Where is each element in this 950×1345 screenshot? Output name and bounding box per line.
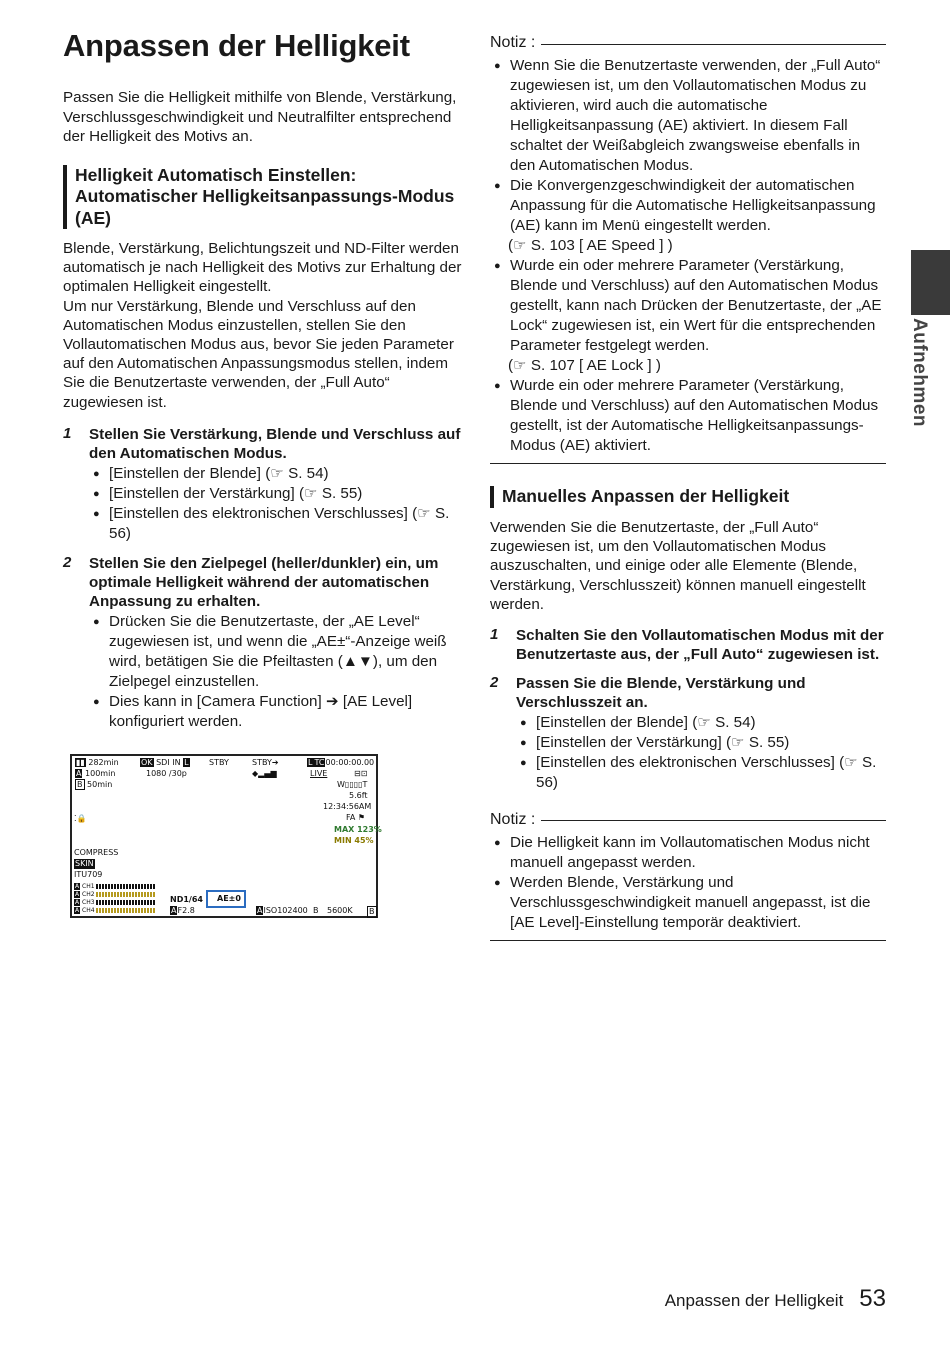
section-heading-manual [490,486,886,508]
step-bullets [89,464,463,544]
step-bullets [89,612,463,732]
audio-channel-1: A CH1 [75,882,95,890]
audio-meter-2 [96,892,156,897]
wb-icon: B [369,906,375,916]
step-number: 2 [63,553,72,571]
ae-level-box: AE±0 [206,890,246,908]
audio-meter-3 [96,900,156,905]
left-column [63,28,463,918]
page-footer [665,1285,886,1313]
slot-a-remaining: A 100min [76,768,116,778]
chapter-tab-label: Aufnehmen [909,318,930,427]
lock-icon: ⁚🔒 [74,813,87,823]
standby-status-2: STBY➔ [252,757,279,767]
focus-bar-icon: W▯▯▯▯T [337,779,368,789]
notiz-list-1 [490,56,886,236]
step-title: Stellen Sie Verstärkung, Blende und Verschluss auf den Automatischen Modus. [89,425,461,462]
step-number: 2 [490,673,499,691]
audio-meter-1 [96,884,156,889]
step-bullets [516,713,886,793]
list-item: ● Wurde ein oder mehrere Parameter (Verstärkung, Blende und Verschluss) auf den Automatischen Modus gestellt, kann nach Drücken der Benutzertaste, der „AE Lock“ zugewiesen ist, ein Wert für die entsprechenden Parameter festgelegt werden. [490,256,886,356]
iso-value: AISO102400 [257,905,308,915]
list-item: ● Wenn Sie die Benutzertaste verwenden, der „Full Auto“ zugewiesen ist, um den Vollautomatischen Modus zu aktivieren, wird auch die automatische Helligkeitsanpassung (AE) aktiviert. In diesem Fall schaltet der Weißabgleich zwangsweise ebenfalls in den Automatischen Modus. [490,56,886,176]
list-item: ● [Einstellen des elektronischen Verschlusses] (☞ S. 56) [89,504,463,544]
page-title: Anpassen der Helligkeit [63,28,410,63]
notiz-list-1b [490,256,886,356]
auto-step-1 [63,425,463,544]
list-item: ● [Einstellen des elektronischen Verschlusses] (☞ S. 56) [516,753,886,793]
list-item: ● Werden Blende, Verstärkung und Verschlussgeschwindigkeit manuell angepasst, ist die [AE Level]-Einstellung temporär deaktiviert. [490,873,886,933]
chapter-tab-marker [911,250,950,315]
clock: 12:34:56AM [323,801,372,811]
list-item: ● [Einstellen der Verstärkung] (☞ S. 55) [516,733,886,753]
manual-paragraph: Verwenden Sie die Benutzertaste, der „Full Auto“ zugewiesen ist, um den Vollautomatischen Modus auszuschalten, und einige oder alle Elemente (Blende, Verstärkung, Verschlusszeit) können manuell eingestellt werden. [490,518,866,613]
section-heading-line: Automatischer Helligkeitsanpassungs-Modus [75,186,455,206]
notiz-end-divider [490,940,886,941]
list-item: ● Die Helligkeit kann im Vollautomatischen Modus nicht manuell angepasst werden. [490,833,886,873]
itu-indicator: ITU709 [74,869,103,879]
nd-filter: ND1/64 [170,894,203,904]
notiz-header-1 [490,34,886,52]
min-level: MIN 45% [334,835,374,845]
video-format: 1080 /30p [146,768,187,778]
timecode: L TC00:00:00.00 [308,757,375,767]
intro-paragraph: Passen Sie die Helligkeit mithilfe von Blende, Verstärkung, Verschlussgeschwindigkeit und Neutralfilter entsprechend der Helligkeit des Motivs an. [63,89,457,145]
step-title: Schalten Sie den Vollautomatischen Modus mit der Benutzertaste aus, der „Full Auto“ zugewiesen ist. [516,626,884,663]
list-item: ● Dies kann in [Camera Function] ➔ [AE Level] konfiguriert werden. [89,692,463,732]
manual-step-1 [490,626,886,664]
reference-ae-lock: (☞ S. 107 [ AE Lock ] ) [508,357,661,375]
list-item: ● Drücken Sie die Benutzertaste, der „AE Level“ zugewiesen ist, und wenn die „AE±“-Anzeige weiß wird, betätigen Sie die Pfeiltasten (▲▼), um den Zielpegel einzustellen. [89,612,463,692]
notiz-label: Notiz : [490,810,536,828]
auto-paragraph-2: Um nur Verstärkung, Blende und Verschluss auf den Automatischen Modus einzustellen, stellen Sie den Vollautomatischen Modus aus, bevor Sie jeden Parameter auf den Automatischen Anpassungsmodus stellen, indem Sie die Benutzertaste verwenden, der „Full Auto“ zugewiesen ist. [63,297,454,411]
reference-ae-speed: (☞ S. 103 [ AE Speed ] ) [508,237,673,254]
skin-indicator: SKIN [75,858,94,868]
list-item: ● Die Konvergenzgeschwindigkeit der automatischen Anpassung für die Automatische Helligkeitsanpassung (AE) kann im Menü eingestellt werden. [490,176,886,236]
section-heading-line: Helligkeit Automatisch Einstellen: [75,164,357,185]
audio-channel-3: A CH3 [75,898,95,906]
battery-indicator: ▮▮ 282min [76,757,119,767]
face-detect-icon: FA ⚑ [346,812,366,822]
audio-channel-4: A CH4 [75,906,95,914]
step-number: 1 [63,424,72,442]
section-heading-line: (AE) [75,207,111,228]
section-heading-auto [63,165,463,230]
iris-value: AF2.8 [171,905,195,915]
signal-icon: ◆▂▄▆ [252,768,277,778]
notiz-end-divider [490,463,886,464]
list-item: ● Wurde ein oder mehrere Parameter (Verstärkung, Blende und Verschluss) auf den Automatischen Modus gestellt, ist der Automatische Helligkeitsanpassungs-Modus (AE) aktiviert. [490,376,886,456]
notiz-header-2 [490,811,886,829]
network-icon: ⊟⊡ [354,768,368,778]
notiz-list-2 [490,833,886,933]
slot-b-remaining: B 50min [77,779,113,789]
auto-step-2 [63,554,463,732]
viewfinder-screen [70,754,382,918]
footer-title: Anpassen der Helligkeit [664,1291,844,1310]
notiz-divider [541,44,886,45]
right-column [490,34,886,941]
page-number: 53 [859,1285,886,1312]
section-heading-line: Manuelles Anpassen der Helligkeit [502,486,790,507]
audio-meter-4 [96,908,156,913]
battery-icon: ▮▮ [76,757,85,767]
notiz-label: Notiz : [490,34,536,51]
live-indicator: LIVE [310,768,328,778]
color-temperature: 5600K [327,905,353,915]
audio-channel-2: A CH2 [75,890,95,898]
list-item: ● [Einstellen der Blende] (☞ S. 54) [516,713,886,733]
list-item: ● [Einstellen der Blende] (☞ S. 54) [89,464,463,484]
focus-distance: 5.6ft [349,790,368,800]
auto-paragraph-1: Blende, Verstärkung, Belichtungszeit und ND-Filter werden automatisch je nach Helligkeit des Motivs zur Erhaltung der optimalen Helligkeit eingestellt. [63,240,462,296]
sdi-input: OK SDI IN L [141,757,189,767]
manual-step-2 [490,674,886,793]
standby-status: STBY [209,757,229,767]
step-number: 1 [490,625,499,643]
step-title: Passen Sie die Blende, Verstärkung und Verschlusszeit an. [516,674,806,711]
notiz-divider [541,820,886,821]
compress-indicator: COMPRESS [74,847,119,857]
white-balance-mode: B [313,905,319,915]
max-level: MAX 123% [334,824,382,834]
step-title: Stellen Sie den Zielpegel (heller/dunkler) ein, um optimale Helligkeit während der automatischen Anpassung zu erhalten. [89,554,439,610]
notiz-list-1c [490,376,886,456]
list-item: ● [Einstellen der Verstärkung] (☞ S. 55) [89,484,463,504]
